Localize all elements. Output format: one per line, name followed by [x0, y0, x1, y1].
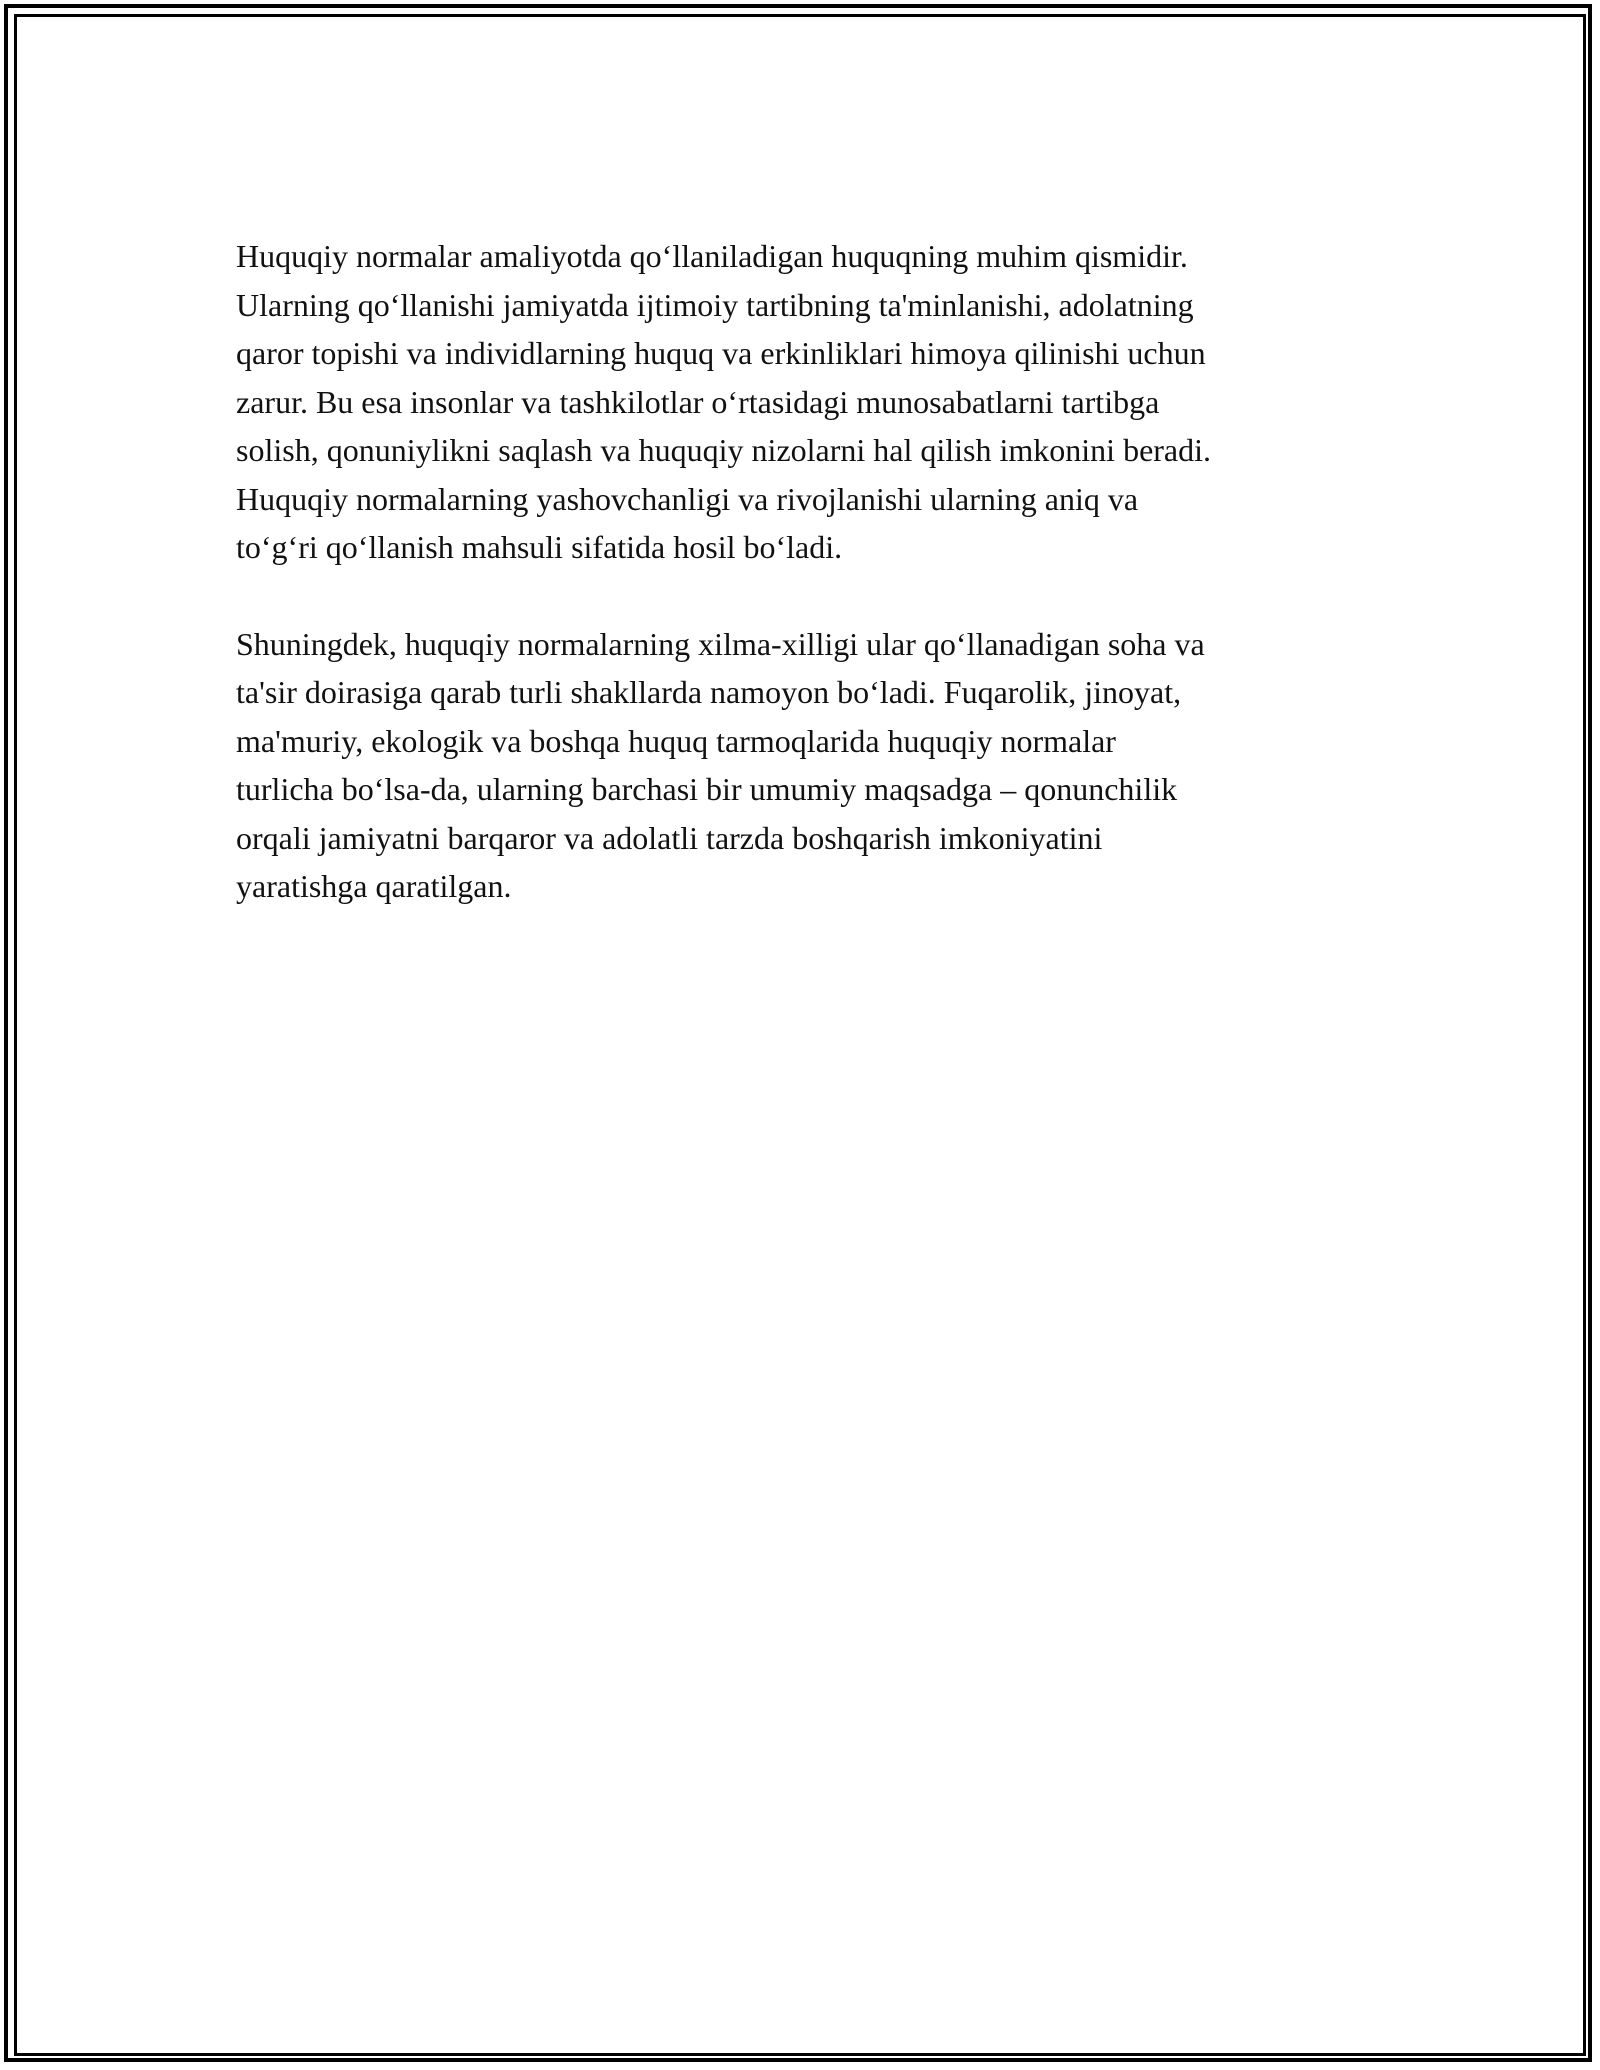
paragraph-line: orqali jamiyatni barqaror va adolatli tarzda boshqarish imkoniyatini — [236, 819, 1103, 856]
document-body — [236, 232, 1376, 911]
paragraph-line: ma'muriy, ekologik va boshqa huquq tarmoqlarida huquqiy normalar — [236, 722, 1116, 759]
paragraph-line: solish, qonuniylikni saqlash va huquqiy nizolarni hal qilish imkonini beradi. — [236, 432, 1212, 468]
paragraph-line: Ularning qo‘llanishi jamiyatda ijtimoiy tartibning ta'minlanishi, adolatning — [236, 286, 1194, 323]
paragraph-line: Huquqiy normalar amaliyotda qo‘llaniladigan huquqning muhim qismidir. — [236, 238, 1188, 274]
paragraph-2 — [236, 620, 1376, 911]
paragraph-line: zarur. Bu esa insonlar va tashkilotlar o‘rtasidagi munosabatlarni tartibga — [236, 383, 1160, 420]
paragraph-line: to‘g‘ri qo‘llanish mahsuli sifatida hosil bo‘ladi. — [236, 529, 843, 565]
paragraph-line: Huquqiy normalarning yashovchanligi va rivojlanishi ularning aniq va — [236, 480, 1139, 517]
paragraph-line: Shuningdek, huquqiy normalarning xilma-xilligi ular qo‘llanadigan soha va — [236, 625, 1205, 662]
paragraph-line: turlicha bo‘lsa-da, ularning barchasi bir umumiy maqsadga – qonunchilik — [236, 771, 1178, 807]
paragraph-line: yaratishga qaratilgan. — [236, 868, 512, 904]
paragraph-line: qaror topishi va individlarning huquq va erkinliklari himoya qilinishi uchun — [236, 335, 1206, 371]
paragraph-1 — [236, 232, 1376, 572]
paragraph-line: ta'sir doirasiga qarab turli shakllarda namoyon bo‘ladi. Fuqarolik, jinoyat, — [236, 674, 1182, 710]
